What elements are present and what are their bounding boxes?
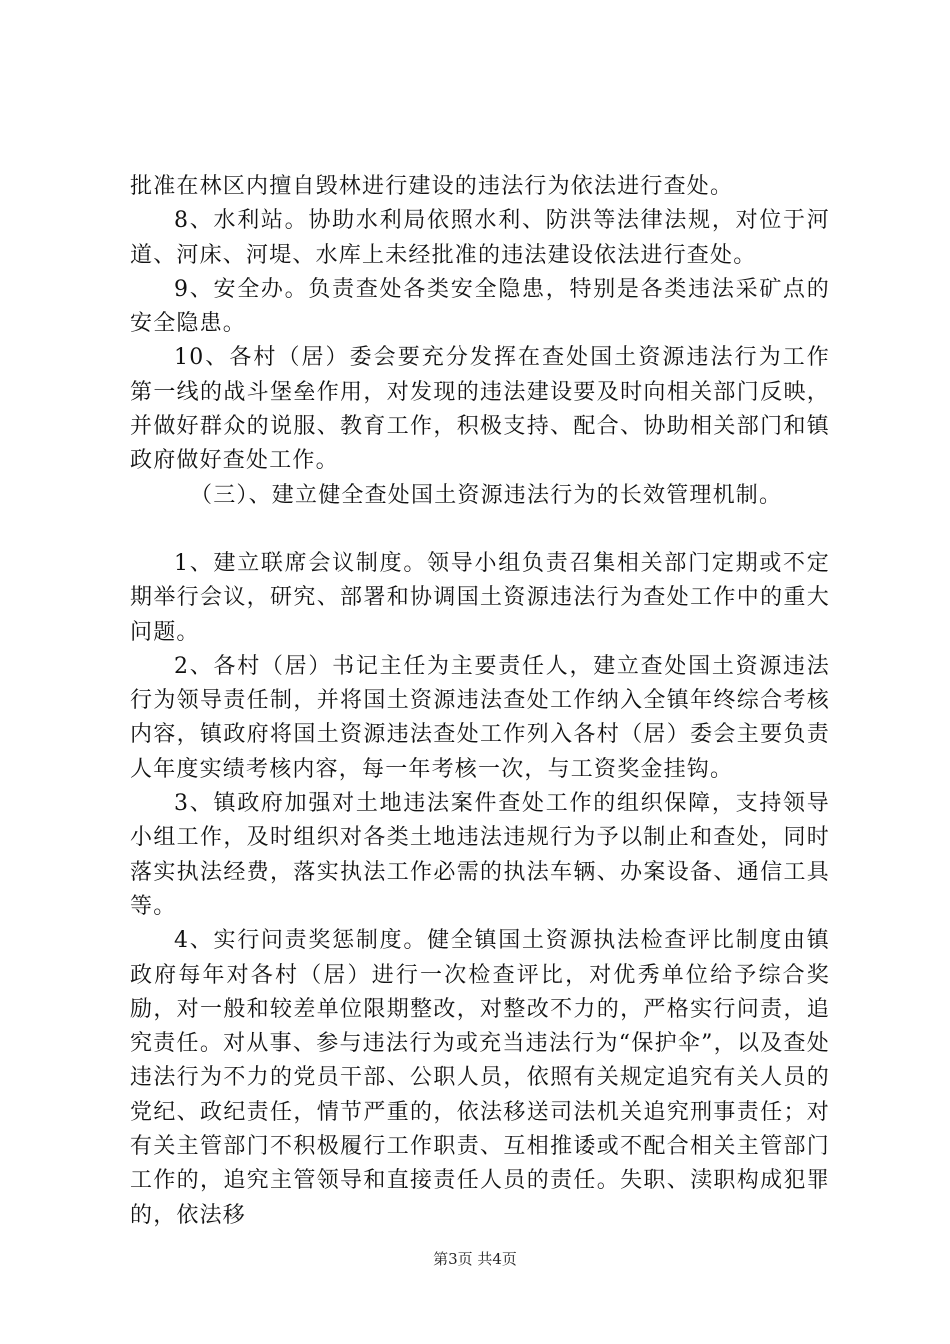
paragraph-mechanism-4: 4、实行问责奖惩制度。健全镇国土资源执法检查评比制度由镇政府每年对各村（居）进行一次检查评比，对优秀单位给予综合奖励，对一般和较差单位限期整改，对整改不力的，严格实行问责，追究责任。对从事、参与违法行为或充当违法行为“保护伞”，以及查处违法行为不力的党员干部、公职人员，依照有关规定追究有关人员的党纪、政纪责任，情节严重的，依法移送司法机关追究刑事责任；对有关主管部门不积极履行工作职责、互相推诿或不配合相关主管部门工作的，追究主管领导和直接责任人员的责任。失职、渎职构成犯罪的，依法移 xyxy=(130,928,830,1228)
document-body xyxy=(130,170,830,1233)
paragraph-item-9: 9、安全办。负责查处各类安全隐患，特别是各类违法采矿点的安全隐患。 xyxy=(130,276,830,337)
paragraph-gap xyxy=(130,513,830,547)
paragraph-item-8: 8、水利站。协助水利局依照水利、防洪等法律法规，对位于河道、河床、河堤、水库上未经批准的违法建设依法进行查处。 xyxy=(130,208,830,268)
page-number-footer: 第3页 共4页 xyxy=(433,1250,517,1268)
paragraph-continuation: 批准在林区内擅自毁林进行建设的违法行为依法进行查处。 xyxy=(130,174,734,199)
paragraph-mechanism-1: 1、建立联席会议制度。领导小组负责召集相关部门定期或不定期举行会议，研究、部署和协调国土资源违法行为查处工作中的重大问题。 xyxy=(130,550,830,645)
paragraph-mechanism-2: 2、各村（居）书记主任为主要责任人，建立查处国土资源违法行为领导责任制，并将国土资源违法查处工作纳入全镇年终综合考核内容，镇政府将国土资源违法查处工作列入各村（居）委会主要负责人年度实绩考核内容，每一年考核一次，与工资奖金挂钩。 xyxy=(130,653,830,782)
paragraph-mechanism-3: 3、镇政府加强对土地违法案件查处工作的组织保障，支持领导小组工作，及时组织对各类土地违法违规行为予以制止和查处，同时落实执法经费，落实执法工作必需的执法车辆、办案设备、通信工具等。 xyxy=(130,791,830,919)
section-heading-3: （三）、建立健全查处国土资源违法行为的长效管理机制。 xyxy=(190,482,783,508)
paragraph-item-10: 10、各村（居）委会要充分发挥在查处国土资源违法行为工作第一线的战斗堡垒作用，对发现的违法建设要及时向相关部门反映，并做好群众的说服、教育工作，积极支持、配合、协助相关部门和镇政府做好查处工作。 xyxy=(130,345,830,474)
